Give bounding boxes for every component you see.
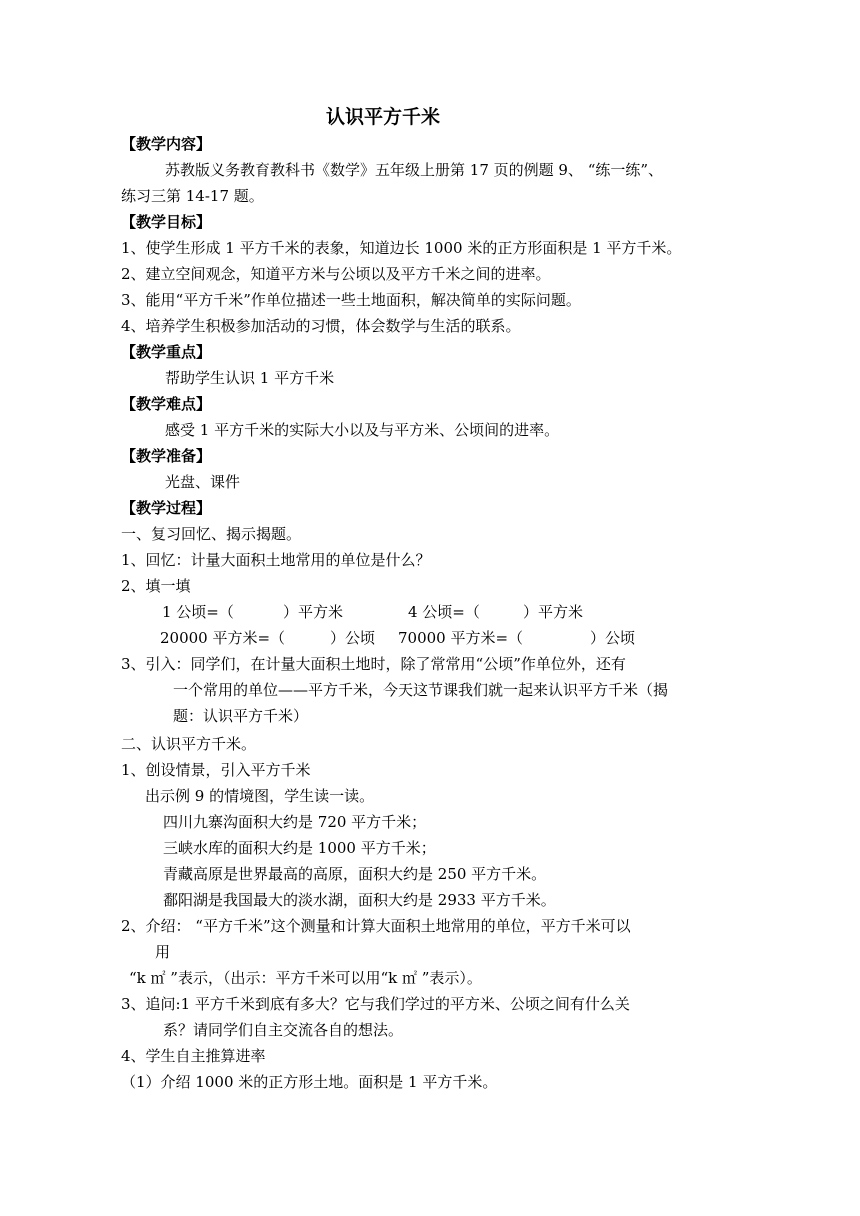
goal-item-1: 1、使学生形成 1 平方千米的表象，知道边长 1000 米的正方形面积是 1 平方千米。	[121, 239, 682, 257]
intro-line-2: 一个常用的单位——平方千米，今天这节课我们就一起来认识平方千米（揭	[173, 681, 669, 699]
fact-item-2: 三峡水库的面积大约是 1000 平方千米；	[163, 839, 436, 857]
section-heading-difficulty: 【教学难点】	[121, 395, 212, 413]
fill-item-b: 4 公顷=（	[408, 603, 480, 621]
goal-item-3: 3、能用“平方千米”作单位描述一些土地面积，解决简单的实际问题。	[121, 291, 581, 309]
step-2-line-1: 2、介绍： “平方千米”这个测量和计算大面积土地常用的单位，平方千米可以	[121, 917, 631, 935]
key-point-text: 帮助学生认识 1 平方千米	[165, 369, 335, 387]
intro-line-3: 题：认识平方千米）	[173, 707, 309, 725]
prep-text: 光盘、课件	[165, 473, 241, 491]
fill-item-a: 1 公顷=（	[162, 603, 234, 621]
difficulty-text: 感受 1 平方千米的实际大小以及与平方米、公顷间的进率。	[165, 421, 560, 439]
section-heading-content: 【教学内容】	[121, 135, 212, 153]
content-line-2: 练习三第 14-17 题。	[121, 187, 264, 205]
step-4-title: 4、学生自主推算进率	[121, 1047, 266, 1065]
page-title: 认识平方千米	[326, 106, 441, 128]
fact-item-4: 鄱阳湖是我国最大的淡水湖，面积大约是 2933 平方千米。	[163, 891, 556, 909]
fill-item-c-unit: ）公顷	[330, 629, 376, 647]
fill-item-d-unit: ）公顷	[590, 629, 636, 647]
step-4-sub-1: （1）介绍 1000 米的正方形土地。面积是 1 平方千米。	[121, 1073, 498, 1091]
step-1-title: 1、创设情景，引入平方千米	[121, 761, 311, 779]
fact-item-1: 四川九寨沟面积大约是 720 平方千米；	[163, 813, 427, 831]
content-line-1: 苏教版义务教育教科书《数学》五年级上册第 17 页的例题 9、 “练一练”、	[165, 161, 664, 179]
section-heading-key-point: 【教学重点】	[121, 343, 212, 361]
step-3-line-1: 3、追问:1 平方千米到底有多大？它与我们学过的平方米、公顷之间有什么关	[121, 995, 630, 1013]
section-heading-process: 【教学过程】	[121, 499, 212, 517]
intro-line-1: 3、引入：同学们，在计量大面积土地时，除了常常用“公顷”作单位外，还有	[121, 655, 626, 673]
goal-item-2: 2、建立空间观念，知道平方米与公顷以及平方千米之间的进率。	[121, 265, 551, 283]
fill-item-b-unit: ）平方米	[523, 603, 584, 621]
part-2-title: 二、认识平方千米。	[121, 735, 257, 753]
part-1-title: 一、复习回忆、揭示揭题。	[121, 525, 302, 543]
step-3-line-2: 系？请同学们自主交流各自的想法。	[163, 1021, 404, 1039]
step-2-line-3: “k ㎡ ”表示，（出示：平方千米可以用“k ㎡ ”表示）。	[129, 969, 482, 987]
step-2-line-2: 用	[155, 943, 171, 961]
section-heading-prep: 【教学准备】	[121, 447, 212, 465]
section-heading-goals: 【教学目标】	[121, 213, 212, 231]
fill-item-a-unit: ）平方米	[283, 603, 344, 621]
fill-item-d: 70000 平方米=（	[398, 629, 524, 647]
recall-question: 1、回忆：计量大面积土地常用的单位是什么？	[121, 551, 431, 569]
fill-item-c: 20000 平方米=（	[160, 629, 286, 647]
fact-item-3: 青藏高原是世界最高的高原，面积大约是 250 平方千米。	[163, 865, 547, 883]
fill-in-title: 2、填一填	[121, 577, 191, 595]
goal-item-4: 4、培养学生积极参加活动的习惯，体会数学与生活的联系。	[121, 317, 521, 335]
step-1-show: 出示例 9 的情境图，学生读一读。	[145, 787, 375, 805]
